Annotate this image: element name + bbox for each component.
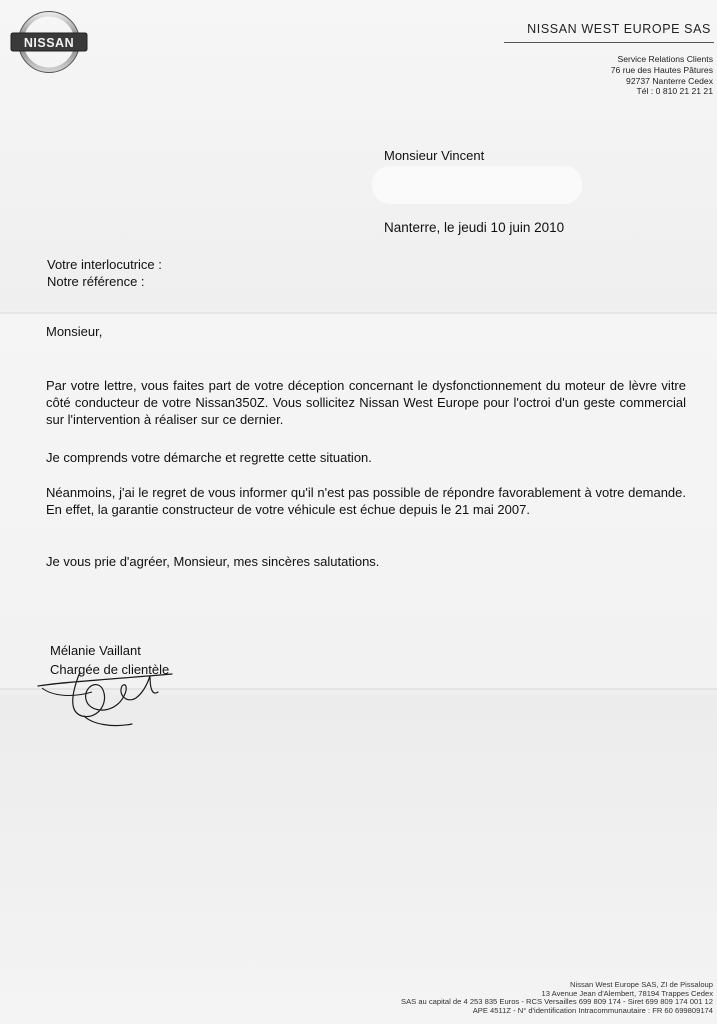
footer-line: SAS au capital de 4 253 835 Euros - RCS Versailles 699 809 174 - Siret 699 809 174 001 12 (401, 997, 713, 1007)
closing-line: Je vous prie d'agréer, Monsieur, mes sincères salutations. (46, 554, 380, 569)
reference-label: Notre référence : (47, 274, 145, 289)
footer-line: Nissan West Europe SAS, ZI de Pissaloup (570, 980, 713, 989)
service-name: Service Relations Clients (617, 54, 713, 64)
company-name: NISSAN WEST EUROPE SAS (527, 22, 711, 36)
signer-name: Mélanie Vaillant (50, 643, 141, 658)
handwritten-signature (32, 652, 192, 732)
nissan-logo (10, 11, 88, 73)
header-divider (504, 42, 714, 43)
company-address-block (611, 54, 713, 97)
address-line: 92737 Nanterre Cedex (626, 75, 713, 86)
interlocutor-label: Votre interlocutrice : (47, 257, 162, 272)
paper-fold-line (0, 312, 717, 314)
letter-body (46, 377, 686, 569)
redacted-address (372, 166, 582, 204)
recipient-name: Monsieur Vincent (384, 148, 485, 163)
signer-title: Chargée de clientèle (50, 662, 170, 677)
footer-line: APE 4511Z - N° d'identification Intracommunautaire : FR 60 699809174 (472, 1005, 713, 1015)
svg-text:NISSAN: NISSAN (23, 36, 75, 50)
company-legal-footer (401, 981, 713, 1015)
paragraph: Par votre lettre, vous faites part de votre déception concernant le dysfonctionnement du moteur de lèvre vitre côté conducteur de votre Nissan350Z. Vous sollicitez Nissan West Europe pour l'octroi d'un geste commercial sur l'intervention à réaliser sur ce dernier. (46, 378, 686, 427)
paragraph: Néanmoins, j'ai le regret de vous informer qu'il n'est pas possible de répondre favorablement à votre demande. En effet, la garantie constructeur de votre véhicule est échue depuis le 21 mai 2007. (46, 485, 686, 517)
phone-number: Tél : 0 810 21 21 21 (636, 86, 713, 97)
footer-line: 13 Avenue Jean d'Alembert, 78194 Trappes Cedex (541, 988, 713, 998)
letter-date: Nanterre, le jeudi 10 juin 2010 (384, 220, 565, 235)
contact-block (47, 256, 162, 290)
address-line: 76 rue des Hautes Pâtures (610, 64, 713, 75)
salutation: Monsieur, (46, 324, 103, 339)
paragraph: Je comprends votre démarche et regrette cette situation. (46, 450, 372, 465)
